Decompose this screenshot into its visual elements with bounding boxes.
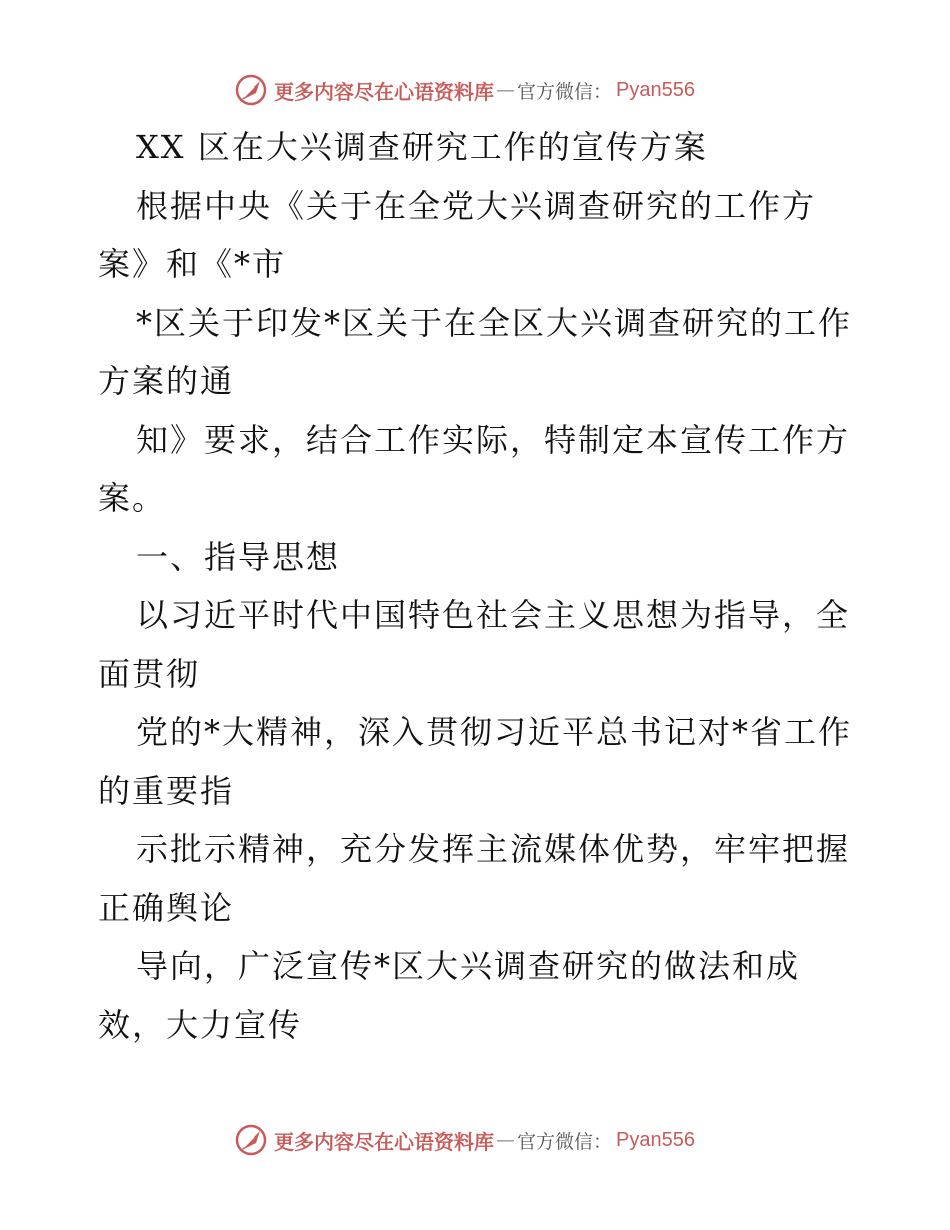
quill-logo-icon	[234, 1123, 268, 1157]
paragraph-line: 党的*大精神，深入贯彻习近平总书记对*省工作	[136, 713, 853, 751]
quill-logo-icon	[234, 73, 268, 107]
watermark-dash: —	[496, 1129, 515, 1151]
paragraph-line: 导向，广泛宣传*区大兴调查研究的做法和成	[136, 947, 801, 985]
watermark-official-label: 官方微信：	[517, 1130, 613, 1153]
watermark-wechat-id: Pyan556	[616, 78, 695, 101]
paragraph-line: 的重要指	[98, 771, 235, 810]
paragraph-line: 示批示精神，充分发挥主流媒体优势，牢牢把握	[136, 830, 851, 868]
paragraph-line: 案。	[98, 479, 167, 517]
paragraph-line: 以习近平时代中国特色社会主义思想为指导，全	[136, 596, 851, 634]
paragraph-line: 知》要求，结合工作实际，特制定本宣传工作方	[136, 420, 851, 459]
paragraph-line: *区关于印发*区关于在全区大兴调查研究的工作	[136, 303, 853, 342]
document-body	[98, 118, 858, 1054]
paragraph-line: 正确舆论	[98, 888, 235, 927]
footer-watermark	[234, 1122, 754, 1158]
paragraph-line: 面贯彻	[98, 654, 201, 693]
watermark-dash: —	[496, 79, 515, 101]
header-watermark	[234, 72, 754, 108]
watermark-title: 更多内容尽在心语资料库	[274, 1129, 494, 1154]
watermark-title: 更多内容尽在心语资料库	[274, 79, 494, 104]
paragraph-line: 根据中央《关于在全党大兴调查研究的工作方	[136, 186, 817, 225]
document-title: XX 区在大兴调查研究工作的宣传方案	[136, 128, 708, 166]
watermark-official-label: 官方微信：	[517, 80, 613, 103]
section-heading: 一、指导思想	[136, 537, 341, 576]
paragraph-line: 效，大力宣传	[98, 1005, 303, 1044]
watermark-wechat-id: Pyan556	[616, 1128, 695, 1151]
paragraph-line: 案》和《*市	[98, 245, 287, 283]
paragraph-line: 方案的通	[98, 362, 235, 400]
